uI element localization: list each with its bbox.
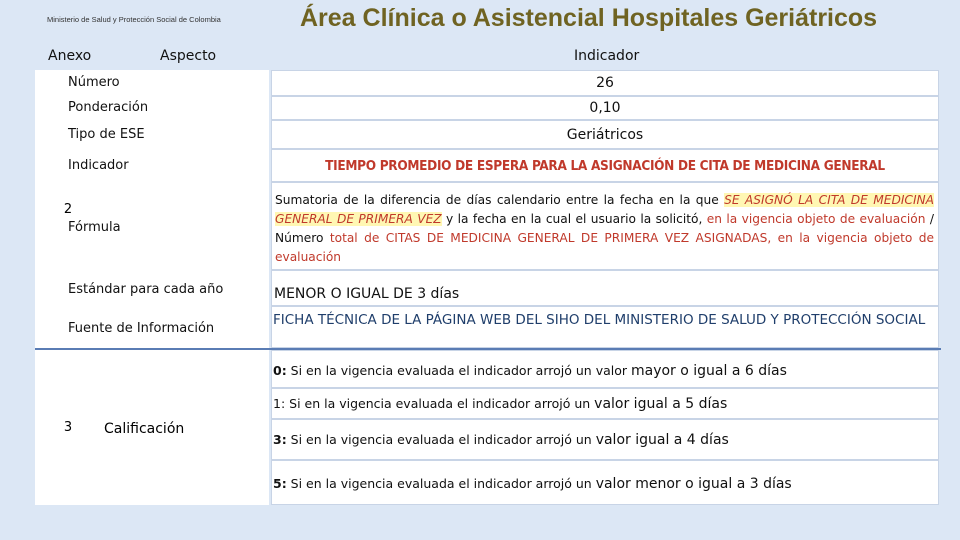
score-5-emph: valor menor o igual a 3 días (595, 476, 792, 492)
score-1-text: Si en la vigencia evaluada el indicador arrojó un (285, 396, 595, 411)
numero-value: 26 (596, 75, 614, 91)
numero-value-cell (271, 70, 939, 96)
score-5-text: Si en la vigencia evaluada el indicador arrojó un (286, 476, 596, 491)
page-title: Área Clínica o Asistencial Hospitales Geriátricos (300, 4, 878, 32)
fuente-label: Fuente de Información (68, 321, 215, 336)
col-header-indicador: Indicador (574, 48, 640, 64)
formula-part-3: y la fecha en la cual el usuario la solicitó, (441, 212, 707, 226)
tipo-value: Geriátricos (566, 126, 644, 143)
score-0-emph: mayor o igual a 6 días (630, 363, 787, 379)
score-3-emph: valor igual a 4 días (595, 432, 729, 448)
ponderacion-value-cell (271, 96, 939, 120)
estandar-label: Estándar para cada año (68, 282, 224, 297)
score-row-0 (271, 350, 939, 388)
estandar-value-cell (271, 270, 939, 306)
indicador-value-cell (271, 149, 939, 182)
score-1-emph: valor igual a 5 días (594, 396, 728, 412)
ponderacion-label: Ponderación (68, 100, 149, 115)
score-row-3 (271, 419, 939, 460)
formula-label: Fórmula (68, 220, 121, 235)
score-3-text: Si en la vigencia evaluada el indicador arrojó un (286, 432, 596, 447)
formula-part-2: SE ASIGNÓ LA CITA DE MEDICINA GENERAL DE PRIMERA VEZ (275, 193, 934, 226)
calificacion-label-cell (101, 350, 269, 505)
anexo-3-number: 3 (63, 420, 73, 435)
formula-part-7: en la vigencia objeto de evaluación (275, 231, 935, 264)
anexo-3-cell (35, 350, 101, 505)
numero-label: Número (68, 75, 120, 90)
formula-part-4: en la vigencia objeto de evaluación (706, 212, 926, 226)
ministry-label: Ministerio de Salud y Protección Social de Colombia (47, 15, 221, 24)
formula-part-6: total de CITAS DE MEDICINA GENERAL DE PRIMERA VEZ ASIGNADAS, (329, 231, 772, 245)
tipo-label: Tipo de ESE (68, 127, 145, 142)
formula-part-5: / Número (275, 212, 935, 245)
score-0-key: 0: (273, 363, 287, 378)
estandar-value: MENOR O IGUAL DE 3 días (274, 286, 460, 302)
fuente-value-cell (271, 306, 939, 348)
calificacion-label: Calificación (104, 421, 185, 437)
formula-part-1: Sumatoria de la diferencia de días calendario entre la fecha en la que (275, 193, 725, 207)
score-0-text: Si en la vigencia evaluada el indicador arrojó un valor (286, 363, 631, 378)
col-header-aspecto: Aspecto (160, 48, 217, 64)
indicador-label: Indicador (68, 158, 129, 173)
indicador-value: TIEMPO PROMEDIO DE ESPERA PARA LA ASIGNACIÓN DE CITA DE MEDICINA GENERAL (325, 157, 885, 174)
score-row-1 (271, 388, 939, 419)
fuente-value: FICHA TÉCNICA DE LA PÁGINA WEB DEL SIHO DEL MINISTERIO DE SALUD Y PROTECCIÓN SOCIAL (273, 312, 926, 328)
formula-value-cell (271, 182, 939, 270)
tipo-value-cell (271, 120, 939, 149)
score-row-5 (271, 460, 939, 505)
score-3-key: 3: (273, 432, 287, 447)
ponderacion-value: 0,10 (589, 100, 621, 116)
col-header-anexo: Anexo (48, 48, 92, 64)
score-1-key: 1: (273, 396, 286, 411)
anexo-2-number: 2 (63, 201, 73, 217)
score-5-key: 5: (273, 476, 287, 491)
